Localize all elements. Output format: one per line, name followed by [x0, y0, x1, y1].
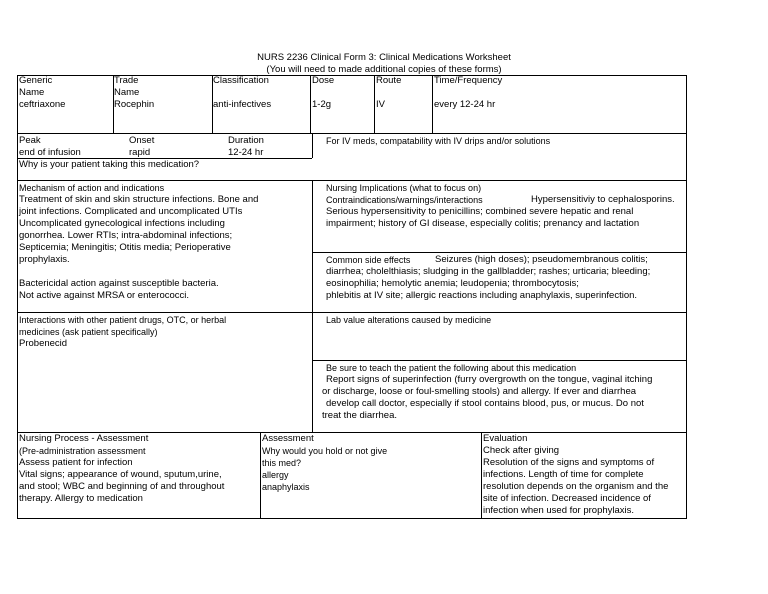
evaluation-line: resolution depends on the organism and the [483, 481, 669, 492]
process-line: (Pre-administration assessment [19, 446, 146, 456]
rule-bottom [17, 518, 687, 519]
mechanism-line: Septicemia; Meningitis; Otitis media; Perioperative [19, 242, 231, 253]
process-line: therapy. Allergy to medication [19, 493, 143, 504]
lab-alterations-label: Lab value alterations caused by medicine [326, 315, 492, 325]
teaching-line: treat the diarrhea. [322, 410, 397, 421]
why-taking-label: Why is your patient taking this medication? [19, 159, 200, 170]
trade-label-2: Name [114, 87, 140, 98]
rule-col-freq [432, 75, 433, 133]
worksheet-title: NURS 2236 Clinical Form 3: Clinical Medications Worksheet [257, 52, 511, 63]
duration-label: Duration [228, 135, 264, 146]
teaching-line: develop call doctor, especially if stool contains blood, pus, or mucus. Do not [326, 398, 644, 409]
mechanism-line: Uncomplicated gynecological infections including [19, 218, 225, 229]
interactions-line: Probenecid [19, 338, 68, 349]
assessment-line: allergy [262, 470, 289, 480]
duration-value: 12-24 hr [228, 147, 264, 158]
rule-left [17, 75, 18, 519]
mechanism-line: Treatment of skin and skin structure infections. Bone and [19, 194, 259, 205]
evaluation-line: infection when used for prophylaxis. [483, 505, 635, 516]
contraindications-line: Serious hypersensitivity to penicillins; combined severe hepatic and renal [326, 206, 634, 217]
generic-label-1: Generic [19, 75, 53, 86]
rule-col-evaluation [481, 432, 482, 518]
process-line: Vital signs; appearance of wound, sputum,urine, [19, 469, 222, 480]
contraindications-line: impairment; history of GI disease, especially colitis; prenancy and lactation [326, 218, 640, 229]
rule-why-bottom [17, 180, 687, 181]
rule-col-assessment [260, 432, 261, 518]
rule-right [686, 75, 687, 519]
side-effects-line: phlebitis at IV site; allergic reactions including anaphylaxis, superinfection. [326, 290, 638, 301]
teaching-label: Be sure to teach the patient the following about this medication [326, 363, 577, 373]
side-effects-line: eosinophilia; hemolytic anemia; leudopenia; thrombocytosis; [326, 278, 579, 289]
rule-row1-bottom [17, 133, 687, 134]
assessment-line: Why would you hold or not give [262, 446, 388, 456]
evaluation-line: Check after giving [483, 445, 560, 456]
mechanism-line: prophylaxis. [19, 254, 70, 265]
frequency-value: every 12-24 hr [434, 99, 496, 110]
dose-value: 1-2g [312, 99, 332, 110]
peak-label: Peak [19, 135, 41, 146]
process-line: and stool; WBC and beginning of and throughout [19, 481, 225, 492]
teaching-line: or discharge, loose or foul-smelling stools) and allergy. If ever and diarrhea [322, 386, 637, 397]
assessment-line: this med? [262, 458, 302, 468]
worksheet-subtitle: (You will need to made additional copies of these forms) [266, 64, 502, 75]
teaching-line: Report signs of superinfection (furry overgrowth on the tongue, vaginal itching [326, 374, 653, 385]
evaluation-line: infections. Length of time for complete [483, 469, 644, 480]
evaluation-line: site of infection. Decreased incidence of [483, 493, 651, 504]
side-effects-line: diarrhea; cholelthiasis; sludging in the gallbladder; rashes; urticaria; bleeding; [326, 266, 651, 277]
mechanism-line: Bactericidal action against susceptible bacteria. [19, 278, 219, 289]
interactions-line: Interactions with other patient drugs, OTC, or herbal [19, 315, 227, 325]
trade-name-value: Rocephin [114, 99, 155, 110]
generic-label-2: Name [19, 87, 45, 98]
nursing-implications-label: Nursing Implications (what to focus on) [326, 183, 482, 193]
side-effects-label: Common side effects [326, 255, 411, 265]
classification-label: Classification [213, 75, 269, 86]
contraindications-first: Hypersensitiviy to cephalosporins. [531, 194, 675, 205]
evaluation-line: Evaluation [483, 433, 528, 444]
route-label: Route [376, 75, 402, 86]
evaluation-line: Resolution of the signs and symptoms of [483, 457, 655, 468]
peak-value: end of infusion [19, 147, 81, 158]
iv-compatibility-label: For IV meds, compatability with IV drips and/or solutions [326, 136, 551, 146]
dose-label: Dose [312, 75, 335, 86]
mechanism-line: joint infections. Complicated and uncomplicated UTIs [19, 206, 243, 217]
side-effects-first: Seizures (high doses); pseudomembranous colitis; [435, 254, 648, 265]
rule-lab-bottom [312, 360, 687, 361]
onset-label: Onset [129, 135, 155, 146]
mechanism-line: gonorrhea. Lower RTIs; intra-abdominal infections; [19, 230, 233, 241]
rule-col-dose [310, 75, 311, 133]
interactions-line: medicines (ask patient specifically) [19, 327, 158, 337]
mechanism-label: Mechanism of action and indications [19, 183, 165, 193]
route-value: IV [376, 99, 385, 110]
mechanism-line: Not active against MRSA or enterococci. [19, 290, 190, 301]
rule-col-middle [312, 180, 313, 432]
rule-col-iv [312, 133, 313, 158]
assessment-line: anaphylaxis [262, 482, 310, 492]
generic-name-value: ceftriaxone [19, 99, 66, 110]
frequency-label: Time/Frequency [434, 75, 503, 86]
rule-col-route [374, 75, 375, 133]
rule-mechanism-bottom [17, 312, 687, 313]
onset-value: rapid [129, 147, 151, 158]
trade-label-1: Trade [114, 75, 139, 86]
assessment-line: Assessment [262, 433, 314, 444]
process-line: Assess patient for infection [19, 457, 133, 468]
process-line: Nursing Process - Assessment [19, 433, 149, 444]
classification-value: anti-infectives [213, 99, 272, 110]
rule-implications-bottom [312, 252, 687, 253]
contraindications-label: Contraindications/warnings/interactions [326, 195, 483, 205]
